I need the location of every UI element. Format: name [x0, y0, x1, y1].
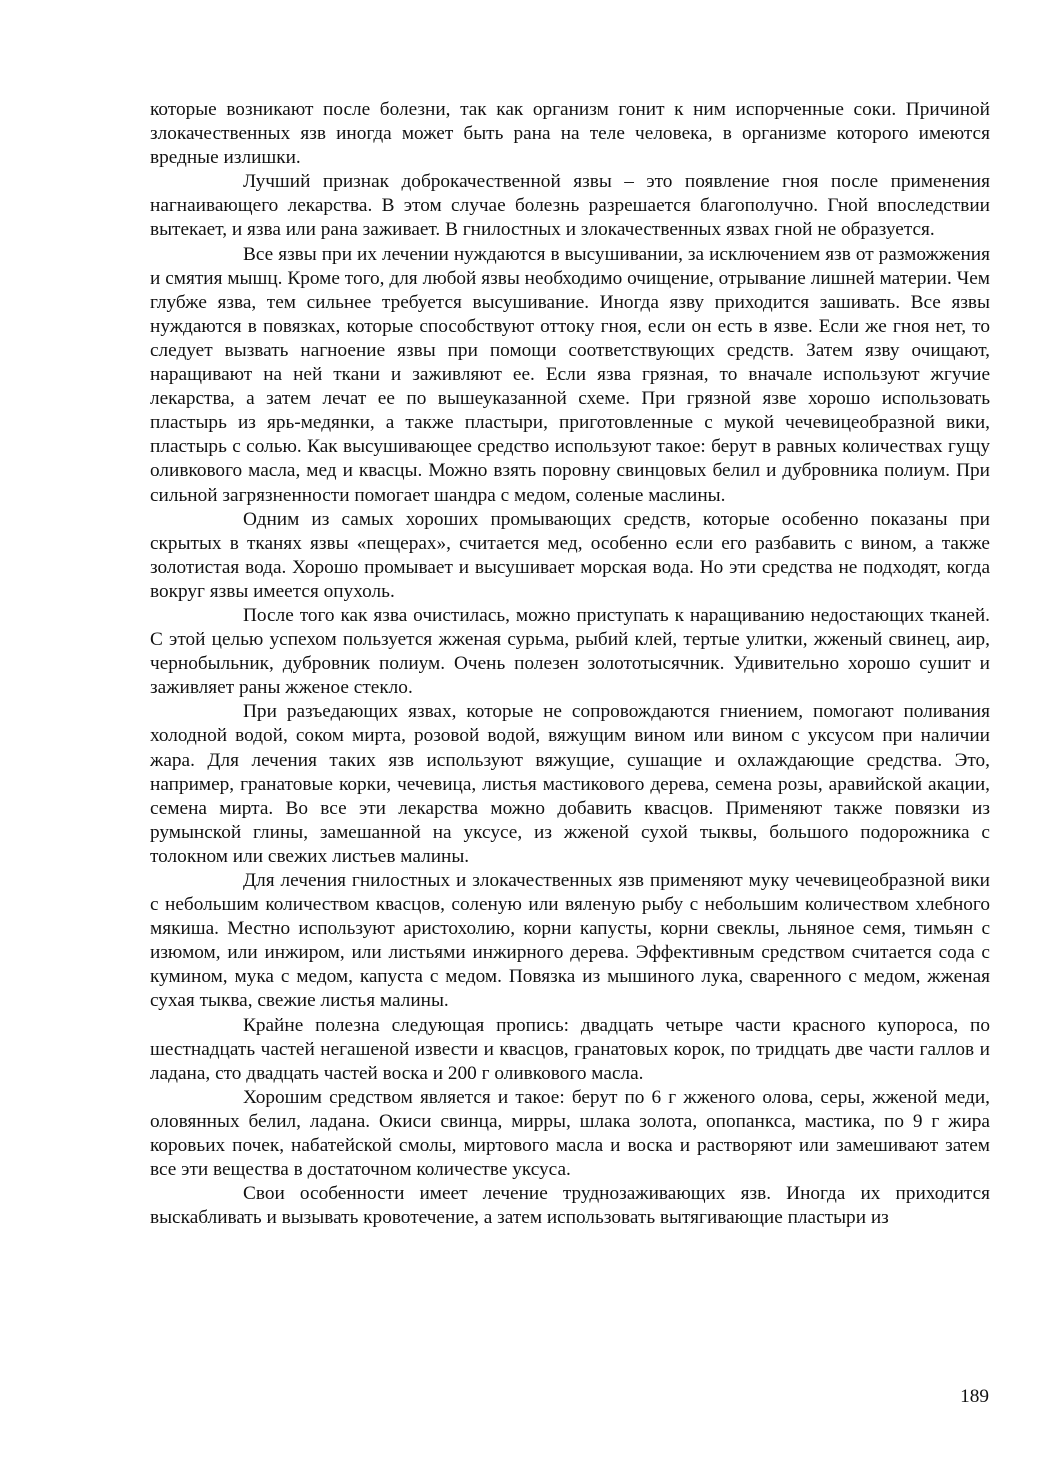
- paragraph: Для лечения гнилостных и злокачественных язв применяют муку чечевицеобразной вики с небольшим количеством квасцов, соленую или вяленую рыбу с небольшим количеством хлебного мякиша. Местно используют аристохолию, корни капусты, корни свеклы, льняное семя, тимьян с изюмом, или инжиром, или листьями инжирного дерева. Эффективным средством считается сода с кумином, мука с медом, капуста с медом. Повязка из мышиного лука, сваренного с медом, жженая сухая тыква, свежие листья малины.: [150, 870, 990, 1012]
- paragraph: Одним из самых хороших промывающих средств, которые особенно показаны при скрытых в тканях язвы «пещерах», считается мед, особенно если его разбавить с вином, а также золотистая вода. Хорошо промывает и высушивает морская вода. Но эти средства не подходят, когда вокруг язвы имеется опухоль.: [150, 508, 990, 602]
- paragraph: При разъедающих язвах, которые не сопровождаются гниением, помогают поливания холодной водой, соком мирта, розовой водой, вяжущим вином или вином с уксусом при наличии жара. Для лечения таких язв используют вяжущие, сушащие и охлаждающие средства. Это, например, гранатовые корки, чечевица, листья мастикового дерева, семена розы, аравийской акации, семена мирта. Во все эти лекарства можно добавить квасцов. Применяют также повязки из румынской глины, замешанной на уксусе, из жженой сухой тыквы, большого подорожника с толокном или свежих листьев малины.: [150, 701, 990, 867]
- page-number: 189: [960, 1386, 989, 1407]
- paragraph: Лучший признак доброкачественной язвы – это появление гноя после применения нагнаивающего лекарства. В этом случае болезнь разрешается благополучно. Гной впоследствии вытекает, и язва или рана заживает. В гнилостных и злокачественных язвах гной не образуется.: [150, 171, 990, 241]
- paragraph: Крайне полезна следующая пропись: двадцать четыре части красного купороса, по шестнадцать частей негашеной извести и квасцов, гранатовых корок, по тридцать две части галлов и ладана, сто двадцать частей воска и 200 г оливкового масла.: [150, 1014, 990, 1084]
- paragraph: которые возникают после болезни, так как организм гонит к ним испорченные соки. Причиной злокачественных язв иногда может быть рана на теле человека, в организме которого имеются вредные излишки.: [150, 99, 990, 169]
- paragraph: Хорошим средством является и такое: берут по 6 г жженого олова, серы, жженой меди, оловянных белил, ладана. Окиси свинца, мирры, шлака золота, опопанкса, мастика, по 9 г жира коровьих почек, набатейской смолы, миртового масла и воска и растворяют или замешивают затем все эти вещества в достаточном количестве уксуса.: [150, 1086, 990, 1181]
- body-text: [150, 98, 990, 1230]
- paragraph: После того как язва очистилась, можно приступать к наращиванию недостающих тканей. С этой целью успехом пользуется жженая сурьма, рыбий клей, тертые улитки, жженый свинец, аир, чернобыльник, дубровник полиум. Очень полезен золототысячник. Удивительно хорошо сушит и заживляет раны жженое стекло.: [150, 604, 990, 699]
- paragraph: Свои особенности имеет лечение труднозаживающих язв. Иногда их приходится выскабливать и вызывать кровотечение, а затем использовать вытягивающие пластыри из: [150, 1183, 990, 1229]
- paragraph: Все язвы при их лечении нуждаются в высушивании, за исключением язв от разможжения и смятия мышц. Кроме того, для любой язвы необходимо очищение, отрывание лишней материи. Чем глубже язва, тем сильнее требуется высушивание. Иногда язву приходится зашивать. Все язвы нуждаются в повязках, которые способствуют оттоку гноя, если он есть в язве. Если же гноя нет, то следует вызвать нагноение язвы при помощи соответствующих средств. Затем язву очищают, наращивают на ней ткани и заживляют ее. Если язва грязная, то вначале используют жгучие лекарства, а затем лечат ее по вышеуказанной схеме. При грязной язве хорошо использовать пластырь из ярь-медянки, а также пластыри, приготовленные с мукой чечевицеобразной вики, пластырь с солью. Как высушивающее средство используют такое: берут в равных количествах гущу оливкового масла, мед и квасцы. Можно взять поровну свинцовых белил и дубровника полиум. При сильной загрязненности помогает шандра с медом, соленые маслины.: [150, 243, 990, 506]
